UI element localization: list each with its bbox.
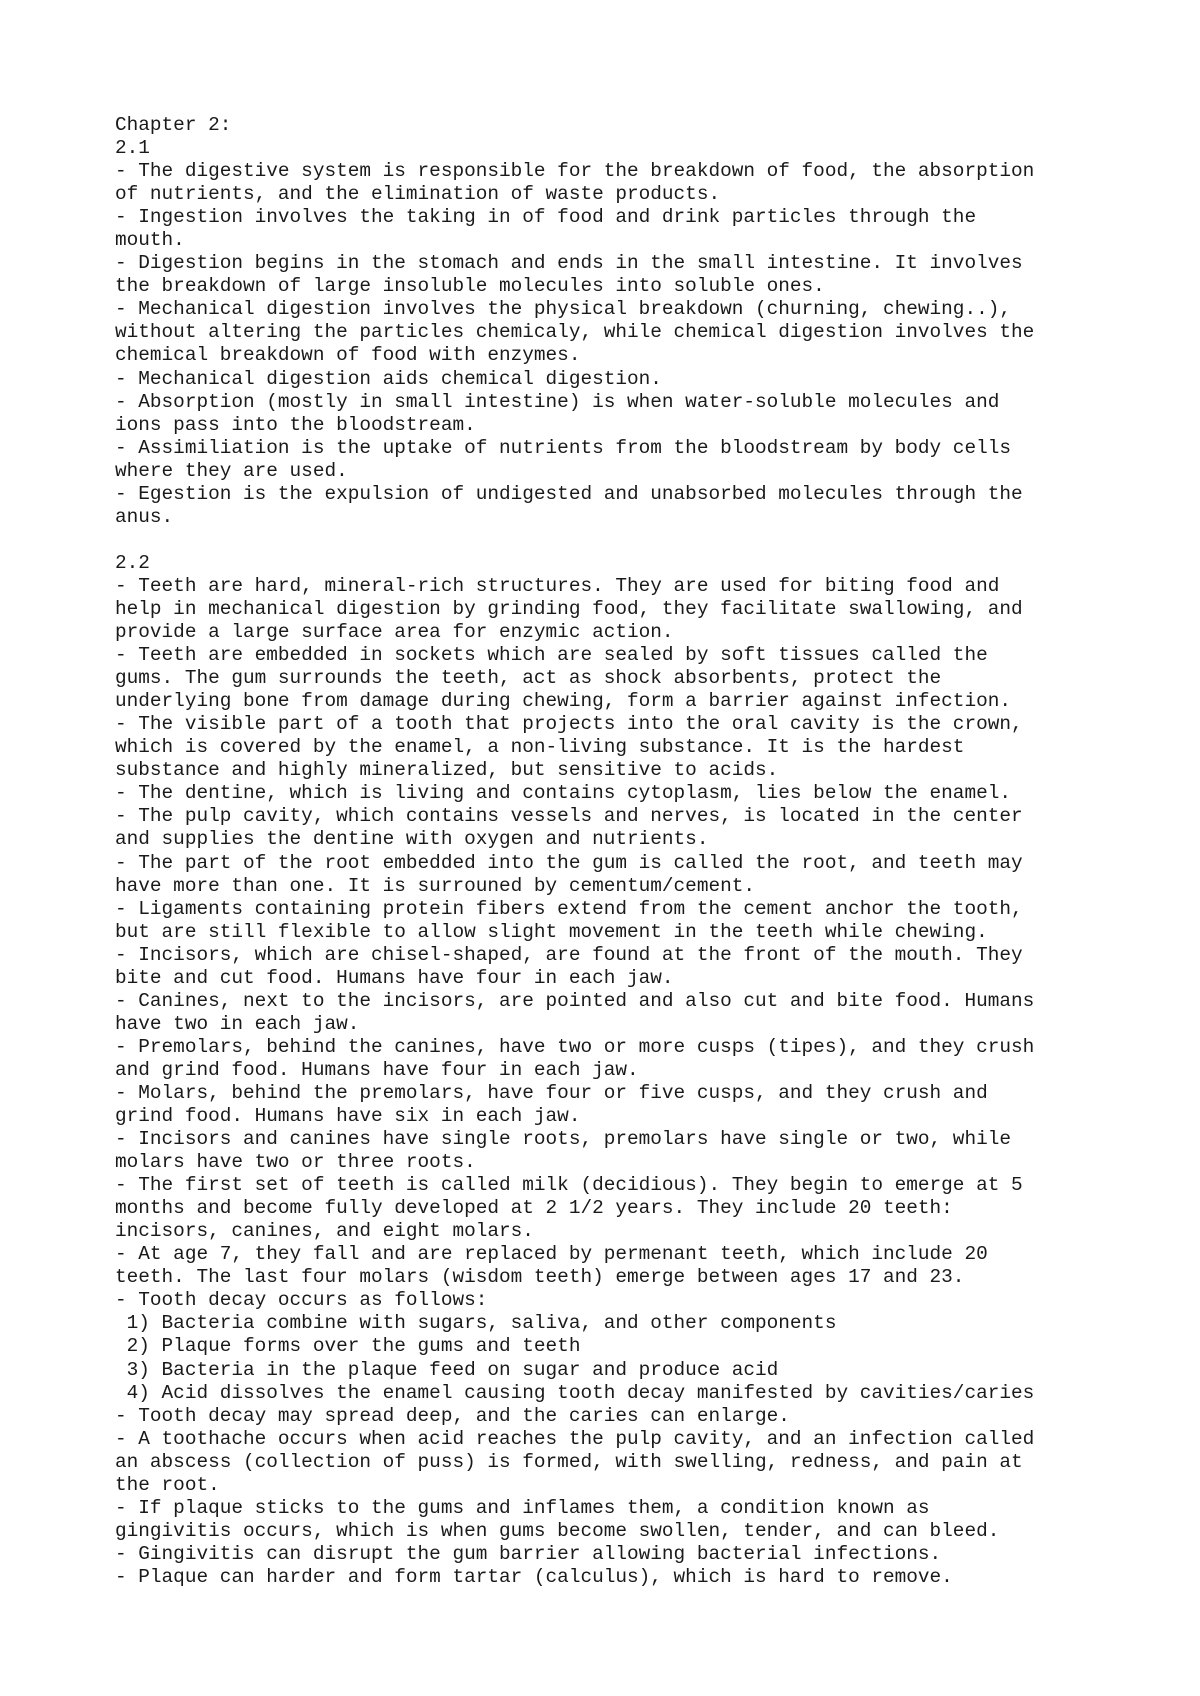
text-line: - If plaque sticks to the gums and inflames them, a condition known as xyxy=(115,1496,930,1519)
text-line: teeth. The last four molars (wisdom teeth) emerge between ages 17 and 23. xyxy=(115,1266,965,1289)
text-line: - Molars, behind the premolars, have four or five cusps, and they crush and xyxy=(115,1081,988,1104)
text-line: gingivitis occurs, which is when gums become swollen, tender, and can bleed. xyxy=(115,1519,1000,1542)
text-line: - Mechanical digestion involves the physical breakdown (churning, chewing..), xyxy=(115,298,1011,321)
text-line: 1) Bacteria combine with sugars, saliva, and other components xyxy=(115,1312,837,1335)
text-line: underlying bone from damage during chewing, form a barrier against infection. xyxy=(115,690,1011,713)
text-line: - Assimiliation is the uptake of nutrients from the bloodstream by body cells xyxy=(115,436,1011,459)
text-line: provide a large surface area for enzymic action. xyxy=(115,621,674,644)
text-line: - The dentine, which is living and contains cytoplasm, lies below the enamel. xyxy=(115,782,1011,805)
text-line: Chapter 2: xyxy=(115,114,232,136)
text-line: have more than one. It is surrouned by cementum/cement. xyxy=(115,874,755,897)
text-line: and supplies the dentine with oxygen and nutrients. xyxy=(115,828,709,851)
text-line: - At age 7, they fall and are replaced by permenant teeth, which include 20 xyxy=(115,1243,988,1266)
blank-line xyxy=(115,529,1115,552)
text-line: mouth. xyxy=(115,229,185,252)
text-line: - Absorption (mostly in small intestine) is when water-soluble molecules and xyxy=(115,390,1000,413)
text-line: molars have two or three roots. xyxy=(115,1151,476,1174)
text-line: anus. xyxy=(115,505,174,528)
text-line: help in mechanical digestion by grinding food, they facilitate swallowing, and xyxy=(115,597,1023,620)
text-line: but are still flexible to allow slight movement in the teeth while chewing. xyxy=(115,920,988,943)
text-line: - Teeth are hard, mineral-rich structures. They are used for biting food and xyxy=(115,574,1000,597)
text-line: - Teeth are embedded in sockets which are sealed by soft tissues called the xyxy=(115,644,988,667)
text-line: - Incisors and canines have single roots, premolars have single or two, while xyxy=(115,1128,1011,1151)
text-line: - Mechanical digestion aids chemical digestion. xyxy=(115,367,662,390)
text-line: - Egestion is the expulsion of undigested and unabsorbed molecules through the xyxy=(115,482,1023,505)
text-line: - Digestion begins in the stomach and ends in the small intestine. It involves xyxy=(115,252,1023,275)
text-line: where they are used. xyxy=(115,459,348,482)
text-line: substance and highly mineralized, but sensitive to acids. xyxy=(115,759,779,782)
text-line: 2.1 xyxy=(115,137,150,160)
text-line: gums. The gum surrounds the teeth, act as shock absorbents, protect the xyxy=(115,667,942,690)
text-line: - The digestive system is responsible for the breakdown of food, the absorption xyxy=(115,160,1035,183)
text-line: the root. xyxy=(115,1473,220,1496)
text-line: 2) Plaque forms over the gums and teeth xyxy=(115,1335,581,1358)
text-line: 3) Bacteria in the plaque feed on sugar and produce acid xyxy=(115,1358,779,1381)
text-line: an abscess (collection of puss) is formed, with swelling, redness, and pain at xyxy=(115,1450,1023,1473)
text-line: 4) Acid dissolves the enamel causing tooth decay manifested by cavities/caries xyxy=(115,1381,1035,1404)
text-line: - Ingestion involves the taking in of food and drink particles through the xyxy=(115,206,977,229)
document-page xyxy=(115,114,1115,1589)
text-line: - The visible part of a tooth that projects into the oral cavity is the crown, xyxy=(115,713,1023,736)
text-line: the breakdown of large insoluble molecules into soluble ones. xyxy=(115,275,825,298)
text-line: incisors, canines, and eight molars. xyxy=(115,1220,534,1243)
text-line: - Tooth decay may spread deep, and the caries can enlarge. xyxy=(115,1404,790,1427)
text-line: bite and cut food. Humans have four in each jaw. xyxy=(115,966,674,989)
text-line: - Gingivitis can disrupt the gum barrier allowing bacterial infections. xyxy=(115,1542,942,1565)
text-line: - Ligaments containing protein fibers extend from the cement anchor the tooth, xyxy=(115,897,1023,920)
text-line: ions pass into the bloodstream. xyxy=(115,413,476,436)
text-line: of nutrients, and the elimination of waste products. xyxy=(115,183,721,206)
text-line: 2.2 xyxy=(115,551,150,574)
text-line: - Incisors, which are chisel-shaped, are found at the front of the mouth. They xyxy=(115,943,1023,966)
text-line: - The part of the root embedded into the gum is called the root, and teeth may xyxy=(115,851,1023,874)
text-line: without altering the particles chemicaly, while chemical digestion involves the xyxy=(115,321,1035,344)
text-line: - Plaque can harder and form tartar (calculus), which is hard to remove. xyxy=(115,1565,953,1588)
text-line: - A toothache occurs when acid reaches the pulp cavity, and an infection called xyxy=(115,1427,1035,1450)
text-line: months and become fully developed at 2 1/2 years. They include 20 teeth: xyxy=(115,1197,953,1220)
text-line: which is covered by the enamel, a non-living substance. It is the hardest xyxy=(115,736,965,759)
text-line: - The first set of teeth is called milk (decidious). They begin to emerge at 5 xyxy=(115,1174,1023,1197)
text-line: grind food. Humans have six in each jaw. xyxy=(115,1105,581,1128)
text-line: and grind food. Humans have four in each jaw. xyxy=(115,1058,639,1081)
text-line: - Tooth decay occurs as follows: xyxy=(115,1289,488,1312)
text-line: have two in each jaw. xyxy=(115,1012,360,1035)
text-line: - The pulp cavity, which contains vessels and nerves, is located in the center xyxy=(115,805,1023,828)
text-line: - Premolars, behind the canines, have two or more cusps (tipes), and they crush xyxy=(115,1035,1035,1058)
text-line: chemical breakdown of food with enzymes. xyxy=(115,344,581,367)
text-line: - Canines, next to the incisors, are pointed and also cut and bite food. Humans xyxy=(115,989,1035,1012)
